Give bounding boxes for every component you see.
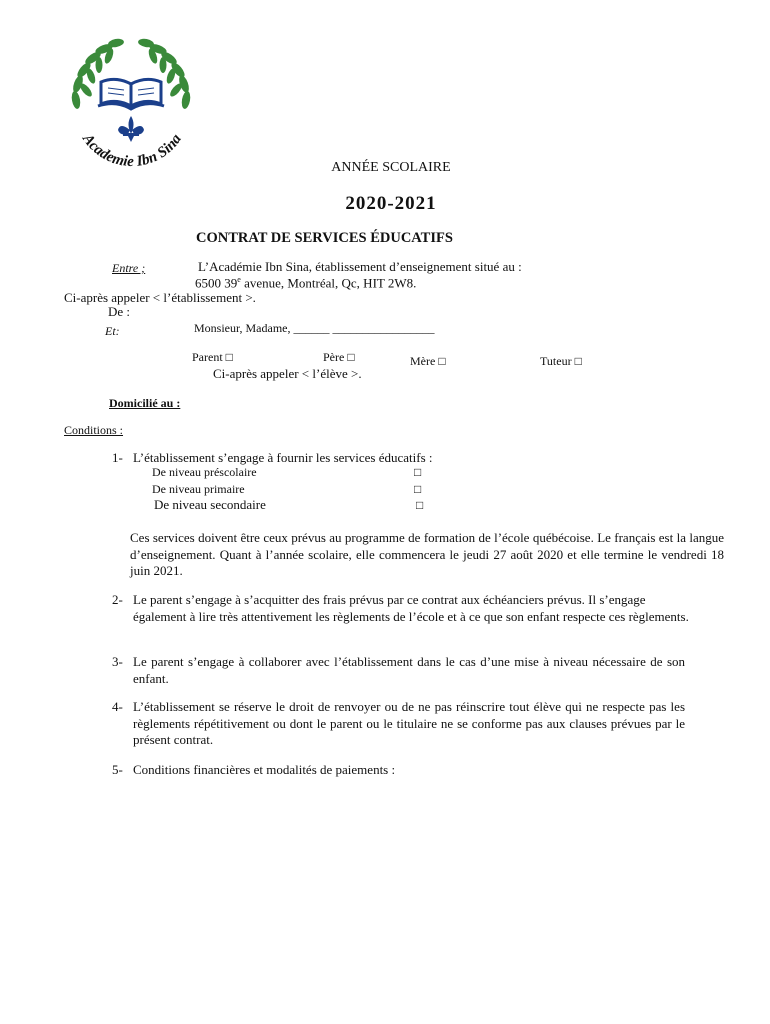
ci-eleve: Ci-après appeler < l’élève >.	[213, 366, 362, 381]
checkbox-icon[interactable]: □	[414, 482, 422, 496]
checkbox-icon: □	[574, 354, 582, 368]
school-year-label: ANNÉE SCOLAIRE	[331, 160, 451, 175]
clause-2-text: Le parent s’engage à s’acquitter des frais prévus par ce contrat aux échéanciers prévus. Il s’engage également à lire très attentivement les règlements de l’école et à ce que son enfant respecte ces règlements.	[133, 592, 689, 624]
school-address: 6500 39e avenue, Montréal, Qc, HIT 2W8.	[195, 275, 417, 291]
clause-1-number: 1-	[112, 450, 123, 465]
clause-5-text: Conditions financières et modalités de paiements :	[133, 762, 396, 777]
checkbox-icon: □	[438, 354, 446, 368]
fleur-de-lis-icon	[118, 116, 144, 142]
level-prescolaire-label: De niveau préscolaire	[152, 465, 257, 479]
clause-4-text: L’établissement se réserve le droit de renvoyer ou de ne pas réinscrire tout élève qui ne respecte pas les règlements répétitivement ou dont le parent ou le titulaire ne se conforme pas aux clauses prévues par le présent contrat.	[133, 699, 685, 747]
option-pere[interactable]: Père □	[323, 350, 355, 364]
domicile-label: Domicilié au :	[109, 396, 181, 410]
school-year: 2020-2021	[345, 193, 437, 214]
clause-5-number: 5-	[112, 762, 123, 777]
clause-3-number: 3-	[112, 654, 123, 669]
option-parent[interactable]: Parent □	[192, 350, 233, 364]
academie-ibn-sina-logo	[56, 30, 206, 180]
contract-title: CONTRAT DE SERVICES ÉDUCATIFS	[196, 230, 453, 246]
checkbox-icon: □	[347, 350, 355, 364]
clause-1-text: L’établissement s’engage à fournir les services éducatifs :	[133, 450, 433, 465]
entre-label: Entre ;	[112, 261, 146, 275]
option-mere[interactable]: Mère □	[410, 354, 446, 368]
book-icon	[98, 79, 164, 109]
ci-etablissement: Ci-après appeler < l’établissement >.	[64, 290, 256, 305]
conditions-label: Conditions :	[64, 423, 124, 437]
option-tuteur[interactable]: Tuteur □	[540, 354, 582, 368]
checkbox-icon[interactable]: □	[414, 465, 422, 479]
clause-3-text: Le parent s’engage à collaborer avec l’établissement dans le cas d’une mise à niveau nécessaire de son enfant.	[133, 654, 685, 686]
monsieur-madame-field[interactable]: Monsieur, Madame, ______ _________________	[194, 321, 435, 335]
clause-4-number: 4-	[112, 699, 123, 714]
svg-text:Academie Ibn Sina: Academie Ibn Sina	[79, 131, 185, 171]
level-primaire-label: De niveau primaire	[152, 482, 245, 496]
checkbox-icon[interactable]: □	[416, 498, 424, 512]
et-label: Et:	[105, 324, 120, 338]
de-label: De :	[108, 304, 131, 319]
checkbox-icon: □	[225, 350, 233, 364]
clause-2-number: 2-	[112, 592, 123, 607]
services-paragraph: Ces services doivent être ceux prévus au programme de formation de l’école québécoise. Le français est la langue d’enseignement. Quant à l’année scolaire, elle commencera le jeudi 27 août 2020 et elle termine le vendredi 18 juin 2021.	[130, 530, 724, 578]
school-name-line: L’Académie Ibn Sina, établissement d’enseignement situé au :	[198, 259, 522, 274]
level-secondaire-label: De niveau secondaire	[154, 497, 266, 512]
